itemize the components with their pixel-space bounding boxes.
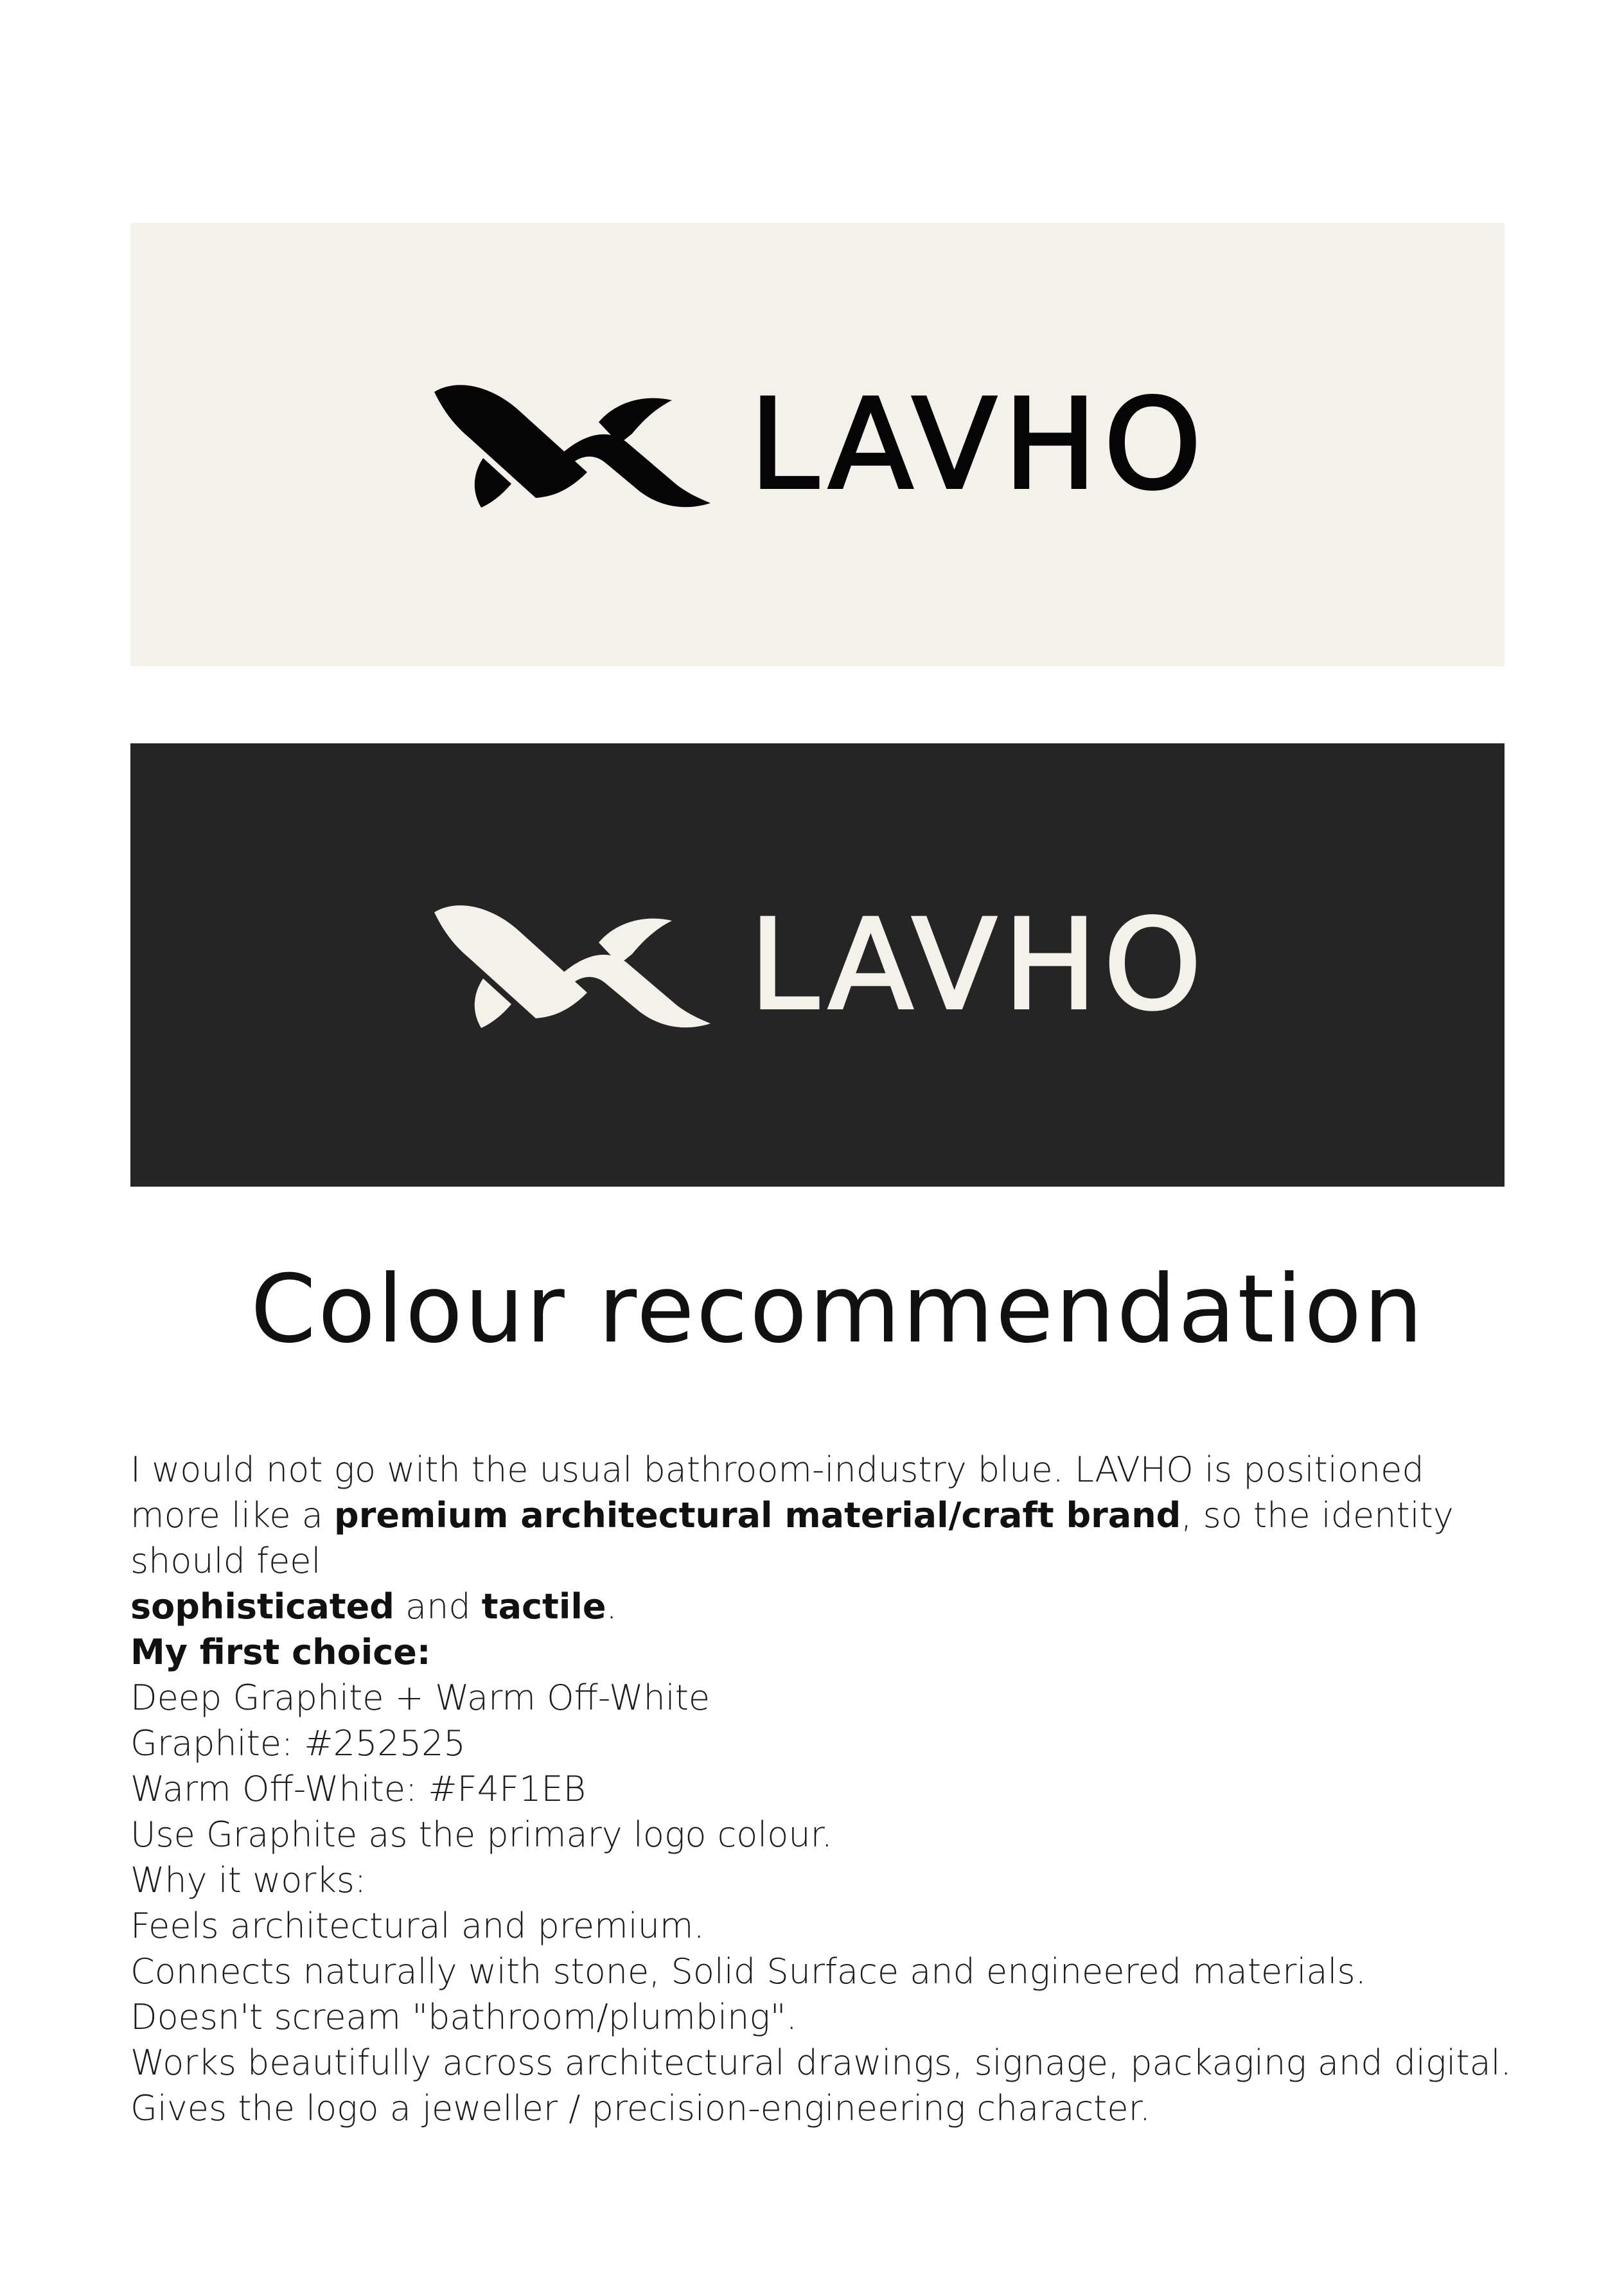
intro-emphasis: tactile [481,1586,606,1627]
brand-wordmark: LAVHO [749,892,1208,1038]
text-line: Graphite: #252525 [130,1723,466,1764]
lavho-mark-icon [433,382,712,508]
logo-lockup-light [433,892,1208,1038]
logo-panel-dark [130,743,1505,1187]
text-line: Works beautifully across architectural drawings, signage, packaging and digital. [130,2042,1512,2083]
text-line: Warm Off-White: #F4F1EB [130,1769,586,1809]
recommendation-text [130,1447,1518,2131]
text-line: Gives the logo a jeweller / precision-engineering character. [130,2088,1151,2129]
text-line: Connects naturally with stone, Solid Surface and engineered materials. [130,1951,1366,1992]
text-line: Deep Graphite + Warm Off-White [130,1678,710,1718]
text-line: Why it works: [130,1860,367,1900]
text-line: Doesn't scream "bathroom/plumbing". [130,1997,797,2037]
first-choice-label [130,1629,1518,1675]
intro-emphasis: sophisticated [130,1586,394,1627]
intro-emphasis: premium architectural material/craft brand [334,1495,1181,1536]
first-choice-label-text: My first choice: [130,1632,431,1672]
intro-paragraph [130,1447,1512,1629]
intro-text: I would not go with the usual bathroom-industry blue. LAVHO is positioned more like a [130,1449,1424,1536]
brand-wordmark: LAVHO [749,372,1208,517]
text-line: Feels architectural and premium. [130,1906,705,1946]
lavho-mark-icon [433,903,712,1028]
logo-panel-light [130,223,1505,666]
intro-text: . [606,1586,617,1627]
text-line: Use Graphite as the primary logo colour. [130,1814,833,1855]
intro-text: and [394,1586,482,1627]
logo-lockup-dark [433,372,1208,517]
page-title: Colour recommendation [251,1255,1425,1364]
intro-text: , so the identity should feel [130,1495,1454,1581]
